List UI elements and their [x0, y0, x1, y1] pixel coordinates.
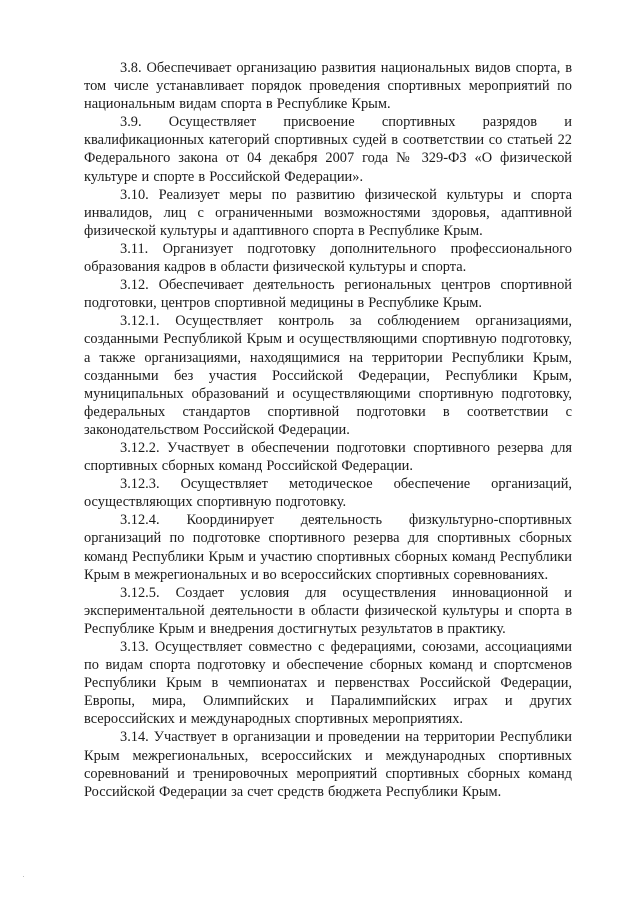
paragraph-3-12-1: 3.12.1. Осуществляет контроль за соблюдением организациями, созданными Республикой Крым и осуществляющими спортивную подготовку, а также организациями, находящимися на территории Республики Крым, созданными без участия Российской Федерации, Республики Крым, муниципальных образований и осуществляющими спортивную подготовку, федеральных стандартов спортивной подготовки в соответствии с законодательством Российской Федерации. — [84, 313, 572, 438]
paragraph-3-12: 3.12. Обеспечивает деятельность региональных центров спортивной подготовки, центров спортивной медицины в Республике Крым. — [84, 277, 572, 312]
paragraph-3-12-2: 3.12.2. Участвует в обеспечении подготовки спортивного резерва для спортивных сборных команд Российской Федерации. — [84, 439, 572, 475]
paragraph-3-12-4: 3.12.4. Координирует деятельность физкультурно-спортивных организаций по подготовке спортивного резерва для спортивных сборных команд Республики Крым и участию спортивных сборных команд Республики Крым в межрегиональных и во всероссийских спортивных соревнованиях. — [84, 512, 572, 583]
paragraph-3-8: 3.8. Обеспечивает организацию развития национальных видов спорта, в том числе устанавливает порядок проведения спортивных мероприятий по национальным видам спорта в Республике Крым. — [84, 60, 572, 113]
document-body — [84, 59, 572, 801]
paragraph-3-9: 3.9. Осуществляет присвоение спортивных разрядов и квалификационных категорий спортивных судей в соответствии со статьей 22 Федерального закона от 04 декабря 2007 года № 329-ФЗ «О физической культуре и спорте в Российской Федерации». — [84, 114, 572, 185]
paragraph-3-12-3: 3.12.3. Осуществляет методическое обеспечение организаций, осуществляющих спортивную подготовку. — [84, 476, 572, 511]
paragraph-3-10: 3.10. Реализует меры по развитию физической культуры и спорта инвалидов, лиц с ограниченными возможностями здоровья, адаптивной физической культуры и адаптивного спорта в Республике Крым. — [84, 186, 572, 239]
paragraph-3-12-5: 3.12.5. Создает условия для осуществления инновационной и экспериментальной деятельности в области физической культуры и спорта в Республике Крым и внедрения достигнутых результатов в практику. — [84, 584, 572, 637]
paragraph-3-11: 3.11. Организует подготовку дополнительного профессионального образования кадров в области физической культуры и спорта. — [84, 240, 572, 276]
paragraph-3-13: 3.13. Осуществляет совместно с федерациями, союзами, ассоциациями по видам спорта подготовку и обеспечение сборных команд и спортсменов Республики Крым в чемпионатах и первенствах Российской Федерации, Европы, мира, Олимпийских и Паралимпийских играх и других всероссийских и международных спортивных мероприятиях. — [84, 639, 572, 728]
scan-speck — [23, 876, 24, 877]
paragraph-3-14: 3.14. Участвует в организации и проведении на территории Республики Крым межрегиональных, всероссийских и международных спортивных соревнований и тренировочных мероприятий спортивных сборных команд Российской Федерации за счет средств бюджета Республики Крым. — [84, 729, 572, 800]
